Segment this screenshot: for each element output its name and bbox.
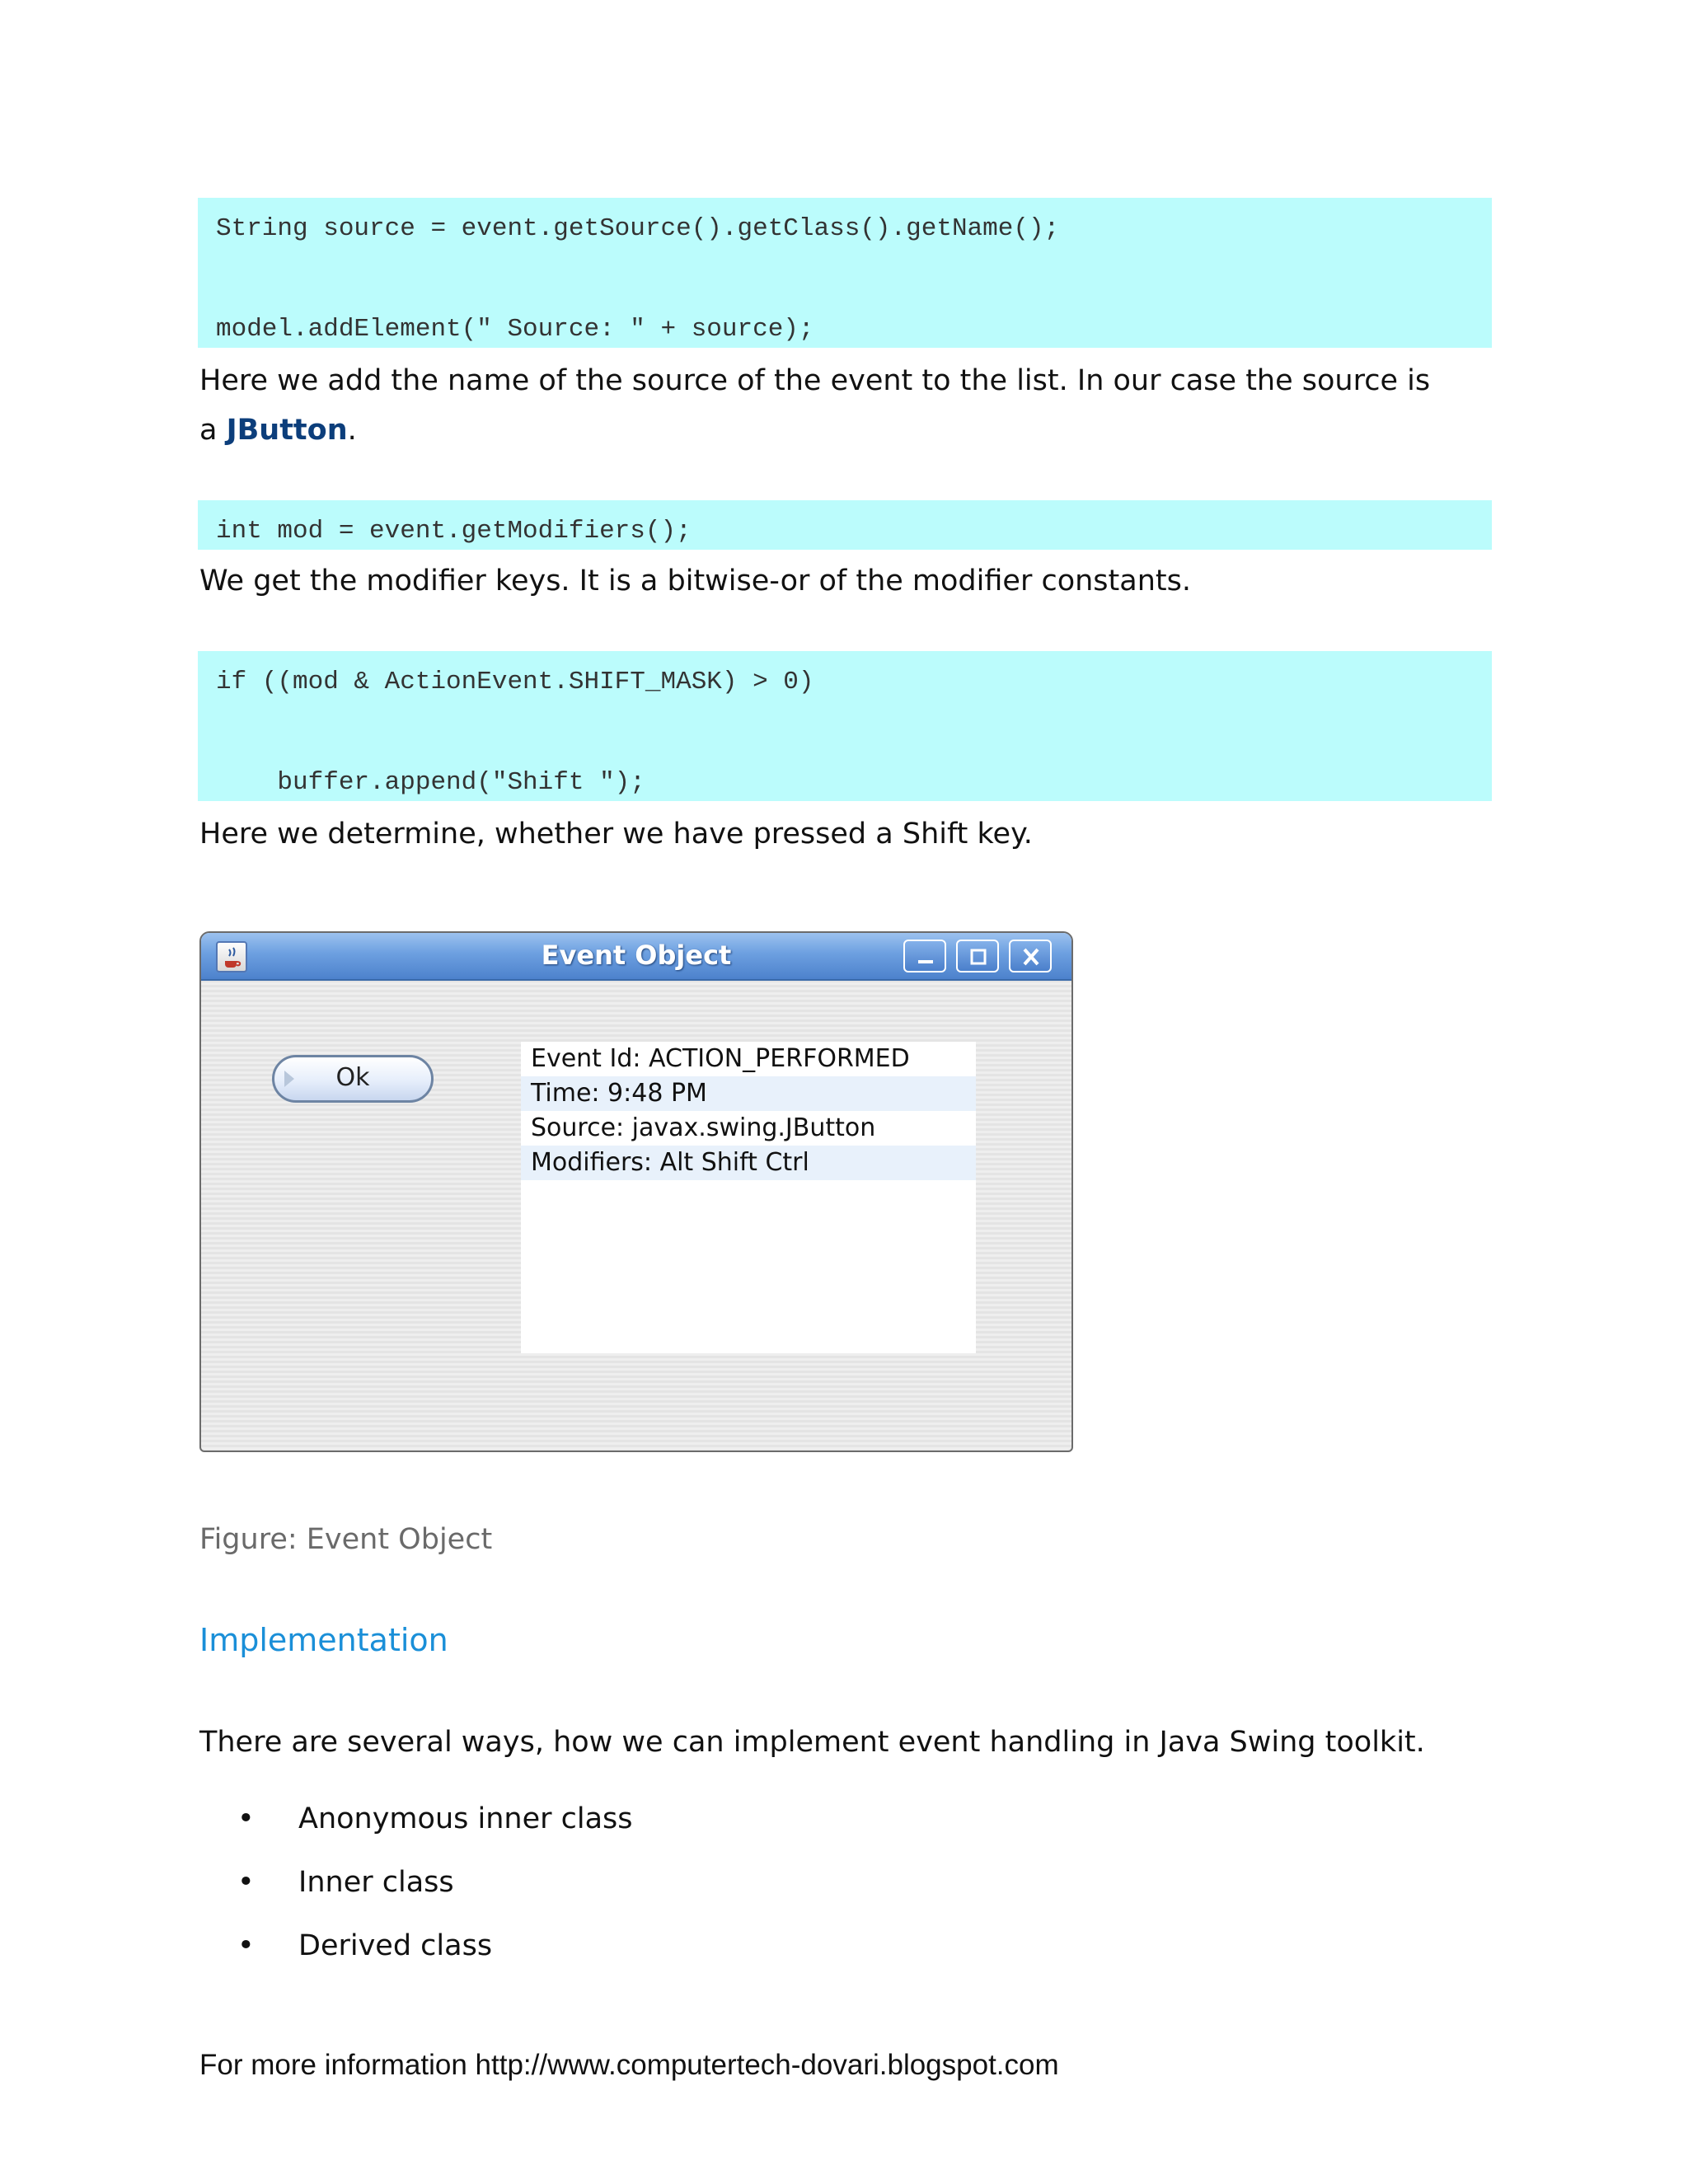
bullet-marker: • (237, 1802, 255, 1835)
list-item[interactable]: Time: 9:48 PM (521, 1076, 976, 1111)
list-item[interactable]: Event Id: ACTION_PERFORMED (531, 1044, 910, 1073)
list-item: Derived class (298, 1929, 493, 1962)
list-item[interactable]: Source: javax.swing.JButton (531, 1113, 876, 1142)
figure-caption: Figure: Event Object (199, 1523, 493, 1556)
code-line: buffer.append("Shift "); (216, 768, 645, 797)
paragraph-text: . (347, 414, 357, 447)
code-line: model.addElement(" Source: " + source); (216, 315, 814, 344)
jbutton-link[interactable]: JButton (226, 414, 348, 447)
paragraph-source (199, 364, 1430, 397)
section-heading: Implementation (199, 1622, 448, 1658)
close-button[interactable] (1009, 940, 1052, 972)
paragraph-shift (199, 818, 1033, 851)
play-arrow-icon (284, 1071, 294, 1087)
paragraph-modifiers (199, 565, 1191, 598)
event-object-window (199, 931, 1073, 1452)
paragraph-text: We get the modifier keys. It is a bitwise-or of the modifier constants. (199, 565, 1191, 598)
paragraph-source-cont (199, 414, 357, 447)
window-titlebar[interactable] (201, 933, 1071, 981)
code-block-3 (198, 651, 1492, 801)
paragraph-text: There are several ways, how we can implement event handling in Java Swing toolkit. (199, 1726, 1425, 1759)
code-line: int mod = event.getModifiers(); (216, 517, 692, 546)
code-line: if ((mod & ActionEvent.SHIFT_MASK) > 0) (216, 668, 814, 696)
minimize-button[interactable] (903, 940, 946, 972)
maximize-icon (968, 947, 989, 967)
bullet-marker: • (237, 1929, 255, 1962)
list-item[interactable]: Modifiers: Alt Shift Ctrl (521, 1146, 976, 1180)
paragraph-text: a (199, 414, 227, 447)
window-title: Event Object (541, 940, 732, 971)
code-block-1 (198, 198, 1492, 348)
paragraph-text: Here we determine, whether we have pressed a Shift key. (199, 818, 1033, 851)
list-item: Anonymous inner class (298, 1802, 633, 1835)
bullet-marker: • (237, 1866, 255, 1899)
code-line: String source = event.getSource().getClass().getName(); (216, 214, 1060, 243)
event-list[interactable] (521, 1042, 976, 1353)
ok-button[interactable] (272, 1055, 434, 1103)
paragraph-text: Here we add the name of the source of the event to the list. In our case the source is (199, 364, 1431, 397)
close-icon (1020, 947, 1042, 967)
footer-text: For more information http://www.computertech-dovari.blogspot.com (199, 2049, 1059, 2081)
code-block-2 (198, 500, 1492, 550)
ok-button-label: Ok (335, 1063, 370, 1092)
paragraph-implementation (199, 1726, 1425, 1759)
minimize-icon (915, 947, 936, 967)
maximize-button[interactable] (956, 940, 999, 972)
list-item: Inner class (298, 1866, 454, 1899)
